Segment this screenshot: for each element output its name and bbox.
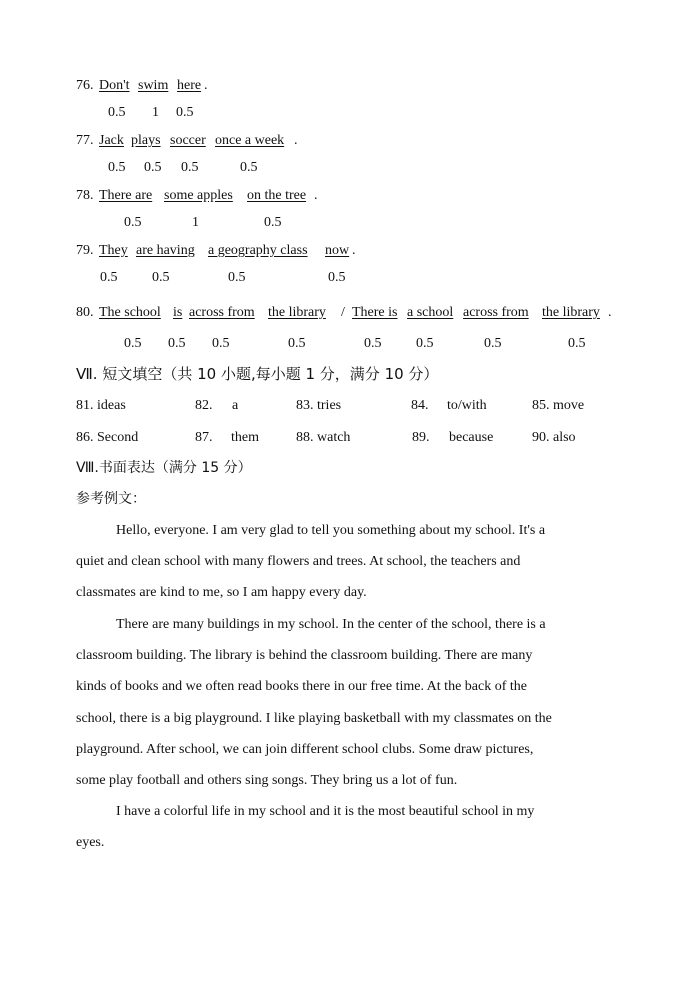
q78-chunk-2: some apples xyxy=(164,188,233,203)
q78-chunk-3: on the tree xyxy=(247,188,307,203)
answer-82-number: 82. xyxy=(195,398,213,413)
q79-chunk-2: are having xyxy=(136,243,195,258)
essay-line: classmates are kind to me, so I am happy every day. xyxy=(76,585,367,601)
essay-line: eyes. xyxy=(76,835,105,851)
q80-chunk-3: across from xyxy=(189,305,255,320)
q76-chunk-2: swim xyxy=(138,78,169,93)
q80-chunk-8: the library xyxy=(542,305,600,320)
answer-81: 81. ideas xyxy=(76,398,126,413)
essay-line: quiet and clean school with many flowers and trees. At school, the teachers and xyxy=(76,554,521,570)
score: 0.5 xyxy=(181,160,199,175)
score: 0.5 xyxy=(152,270,170,285)
q80-chunk-2: is xyxy=(173,305,183,320)
q79-chunk-4: now xyxy=(325,243,350,258)
essay-paragraph-1 xyxy=(76,515,626,609)
essay-line: I have a colorful life in my school and it is the most beautiful school in my xyxy=(116,804,535,819)
q76-period: . xyxy=(204,78,208,93)
score: 0.5 xyxy=(484,336,502,351)
q80-separator: / xyxy=(341,305,345,320)
q77-chunk-3: soccer xyxy=(170,133,206,148)
answer-89-number: 89. xyxy=(412,430,430,445)
essay-line: There are many buildings in my school. In the center of the school, there is a xyxy=(116,617,546,632)
reference-label: 参考例文： xyxy=(76,491,146,507)
essay-line: some play football and others sing songs. They bring us a lot of fun. xyxy=(76,772,458,788)
score: 1 xyxy=(152,105,159,120)
score: 0.5 xyxy=(264,215,282,230)
section-8-heading: Ⅷ.书面表达（满分 15 分） xyxy=(76,460,252,476)
essay-paragraph-3 xyxy=(76,796,626,858)
answer-83: 83. tries xyxy=(296,398,342,413)
q76-chunk-1: Don't xyxy=(99,78,130,93)
q79-number: 79. xyxy=(76,243,94,258)
essay-line: school, there is a big playground. I like playing basketball with my classmates on the xyxy=(76,710,552,726)
score: 0.5 xyxy=(124,336,142,351)
score: 0.5 xyxy=(288,336,306,351)
score: 0.5 xyxy=(568,336,586,351)
q80-chunk-1: The school xyxy=(99,305,161,320)
score: 0.5 xyxy=(364,336,382,351)
score: 1 xyxy=(192,215,199,230)
score: 0.5 xyxy=(144,160,162,175)
q76-number: 76. xyxy=(76,78,94,93)
q80-number: 80. xyxy=(76,305,94,320)
answer-89: because xyxy=(449,430,494,445)
q80-chunk-6: a school xyxy=(407,305,454,320)
score: 0.5 xyxy=(212,336,230,351)
score: 0.5 xyxy=(108,105,126,120)
q77-number: 77. xyxy=(76,133,94,148)
essay-line: classroom building. The library is behind the classroom building. There are many xyxy=(76,648,533,664)
q79-period: . xyxy=(352,243,356,258)
answer-86: 86. Second xyxy=(76,430,139,445)
q77-period: . xyxy=(294,133,298,148)
score: 0.5 xyxy=(168,336,186,351)
q78-chunk-1: There are xyxy=(99,188,153,203)
score: 0.5 xyxy=(328,270,346,285)
q80-chunk-5: There is xyxy=(352,305,398,320)
q77-chunk-4: once a week xyxy=(215,133,285,148)
q79-chunk-1: They xyxy=(99,243,128,258)
score: 0.5 xyxy=(124,215,142,230)
q77-chunk-2: plays xyxy=(131,133,161,148)
q79-chunk-3: a geography class xyxy=(208,243,308,258)
score: 0.5 xyxy=(100,270,118,285)
answer-88: 88. watch xyxy=(296,430,351,445)
answer-87-number: 87. xyxy=(195,430,213,445)
q80-chunk-7: across from xyxy=(463,305,529,320)
essay-line: kinds of books and we often read books there in our free time. At the back of the xyxy=(76,679,527,695)
essay-line: playground. After school, we can join different school clubs. Some draw pictures, xyxy=(76,741,534,757)
answer-85: 85. move xyxy=(532,398,585,413)
q78-period: . xyxy=(314,188,318,203)
answer-90: 90. also xyxy=(532,430,576,445)
answer-87: them xyxy=(231,430,259,445)
q80-chunk-4: the library xyxy=(268,305,326,320)
essay-paragraph-2 xyxy=(76,609,626,796)
essay-line: Hello, everyone. I am very glad to tell you something about my school. It's a xyxy=(116,523,546,538)
q76-chunk-3: here xyxy=(177,78,202,93)
score: 0.5 xyxy=(176,105,194,120)
answer-84: to/with xyxy=(447,398,487,413)
answer-84-number: 84. xyxy=(411,398,429,413)
q80-period: . xyxy=(608,305,612,320)
section-7-heading: Ⅶ. 短文填空（共 10 小题,每小题 1 分，满分 10 分） xyxy=(76,365,439,383)
q78-number: 78. xyxy=(76,188,94,203)
score: 0.5 xyxy=(108,160,126,175)
score: 0.5 xyxy=(416,336,434,351)
q77-chunk-1: Jack xyxy=(99,133,124,148)
score: 0.5 xyxy=(240,160,258,175)
score: 0.5 xyxy=(228,270,246,285)
answer-82: a xyxy=(232,398,239,413)
